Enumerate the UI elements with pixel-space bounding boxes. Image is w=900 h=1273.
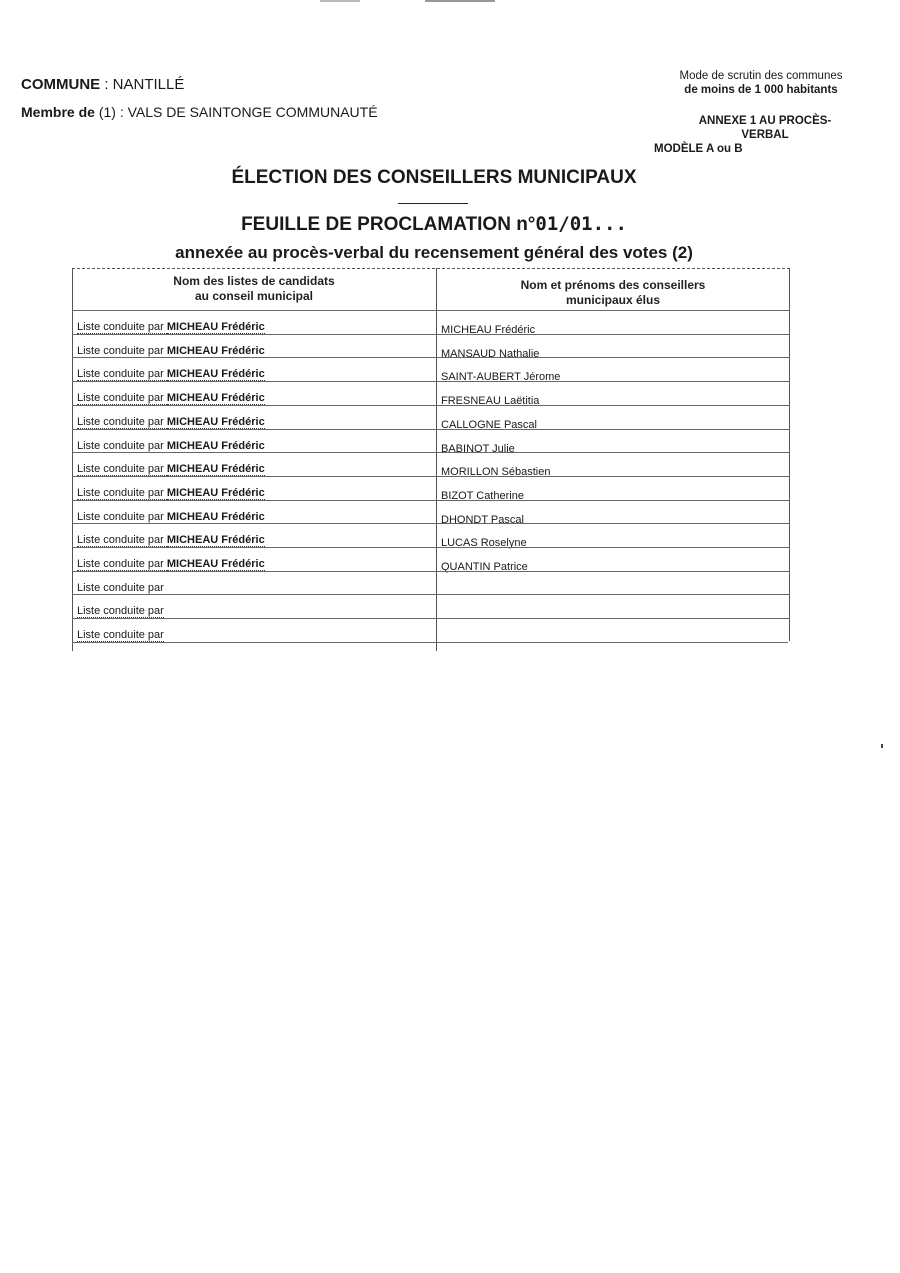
elu-name: MANSAUD Nathalie — [441, 347, 540, 360]
col-header-elus-line-2: municipaux élus — [565, 293, 661, 307]
liste-prefix: Liste conduite par — [77, 534, 167, 547]
liste-prefix: Liste conduite par — [77, 605, 164, 618]
table-row — [72, 547, 790, 571]
liste-cell — [77, 392, 265, 404]
annexee-subtitle: annexée au procès-verbal du recensement général des votes (2) — [175, 243, 693, 262]
table-row — [72, 571, 790, 595]
annexe-line-1: ANNEXE 1 AU PROCÈS- — [698, 115, 832, 127]
mode-scrutin — [652, 69, 870, 97]
elu-name: DHONDT Pascal — [441, 513, 524, 526]
annexe-label — [676, 114, 854, 142]
liste-leader: MICHEAU Frédéric — [166, 415, 265, 428]
liste-prefix: Liste conduite par — [77, 558, 167, 570]
liste-cell — [77, 605, 164, 617]
liste-prefix: Liste conduite par — [77, 368, 167, 381]
liste-leader: MICHEAU Frédéric — [166, 463, 265, 476]
elu-name: BIZOT Catherine — [441, 489, 524, 502]
liste-leader: MICHEAU Frédéric — [166, 558, 265, 570]
table-row — [72, 452, 790, 479]
annexe-line-2: VERBAL — [741, 129, 789, 141]
elu-name: BABINOT Julie — [441, 442, 515, 455]
commune-value: : NANTILLÉ — [104, 76, 185, 93]
col-header-listes — [72, 274, 436, 304]
liste-prefix: Liste conduite par — [77, 439, 167, 452]
table-row — [72, 523, 790, 550]
liste-prefix: Liste conduite par — [77, 321, 167, 333]
liste-prefix: Liste conduite par — [77, 392, 167, 405]
liste-prefix: Liste conduite par — [77, 344, 167, 357]
row-divider — [72, 642, 788, 643]
liste-leader: MICHEAU Frédéric — [166, 392, 265, 405]
liste-cell — [77, 416, 265, 428]
liste-prefix: Liste conduite par — [77, 415, 167, 428]
feuille-title — [0, 213, 868, 236]
liste-cell — [77, 368, 265, 380]
liste-cell — [77, 345, 265, 357]
commune-line — [21, 76, 184, 93]
modele-label: MODÈLE A ou B — [654, 143, 743, 155]
table-row — [72, 310, 790, 334]
title-separator — [398, 203, 468, 204]
liste-cell — [77, 558, 265, 570]
liste-leader: MICHEAU Frédéric — [166, 344, 265, 357]
elu-name: QUANTIN Patrice — [441, 561, 528, 573]
elu-name: LUCAS Roselyne — [441, 537, 527, 550]
liste-prefix: Liste conduite par — [77, 581, 164, 594]
feuille-label: FEUILLE DE PROCLAMATION n° — [241, 214, 536, 235]
table-row — [72, 500, 790, 524]
liste-leader: MICHEAU Frédéric — [166, 321, 265, 333]
liste-leader: MICHEAU Frédéric — [166, 510, 265, 523]
proclamation-table — [72, 268, 790, 651]
elu-name: CALLOGNE Pascal — [441, 418, 537, 431]
table-row — [72, 334, 790, 358]
scan-mark — [425, 0, 495, 2]
col-header-listes-line-1: Nom des listes de candidats — [173, 274, 335, 288]
liste-cell — [77, 463, 265, 475]
elu-name: MORILLON Sébastien — [441, 466, 551, 479]
table-row — [72, 357, 790, 384]
liste-cell — [77, 321, 265, 333]
liste-leader: MICHEAU Frédéric — [166, 439, 265, 452]
table-row — [72, 381, 790, 408]
liste-cell — [77, 511, 265, 523]
membre-value: (1) : VALS DE SAINTONGE COMMUNAUTÉ — [98, 104, 378, 120]
elu-name: MICHEAU Frédéric — [441, 324, 536, 336]
liste-cell — [77, 440, 265, 452]
table-row — [72, 405, 790, 429]
liste-cell — [77, 582, 164, 594]
liste-prefix: Liste conduite par — [77, 463, 167, 476]
membre-line — [21, 104, 378, 120]
table-row — [72, 618, 790, 642]
election-title: ÉLECTION DES CONSEILLERS MUNICIPAUX — [231, 167, 637, 188]
col-header-listes-line-2: au conseil municipal — [194, 289, 314, 303]
col-header-elus-line-1: Nom et prénoms des conseillers — [520, 278, 706, 292]
elu-name: FRESNEAU Laëtitia — [441, 395, 540, 408]
mode-line-1: Mode de scrutin des communes — [679, 70, 843, 82]
elu-name: SAINT-AUBERT Jérome — [441, 371, 561, 384]
mode-line-2: de moins de 1 000 habitants — [684, 84, 838, 96]
commune-label: COMMUNE — [21, 76, 101, 93]
liste-cell — [77, 629, 164, 641]
col-header-elus — [436, 278, 790, 308]
liste-prefix: Liste conduite par — [77, 510, 167, 523]
table-row — [72, 594, 790, 618]
liste-leader: MICHEAU Frédéric — [166, 534, 265, 547]
liste-leader: MICHEAU Frédéric — [166, 368, 265, 381]
table-row — [72, 476, 790, 500]
membre-label: Membre de — [21, 104, 95, 120]
liste-cell — [77, 487, 265, 499]
liste-prefix: Liste conduite par — [77, 629, 164, 642]
scan-speck — [881, 744, 883, 748]
liste-leader: MICHEAU Frédéric — [166, 486, 265, 499]
scan-mark — [320, 0, 360, 2]
liste-prefix: Liste conduite par — [77, 486, 167, 499]
table-top-border — [72, 268, 790, 269]
feuille-number: 01/01... — [535, 213, 627, 235]
liste-cell — [77, 534, 265, 546]
table-row — [72, 429, 790, 453]
